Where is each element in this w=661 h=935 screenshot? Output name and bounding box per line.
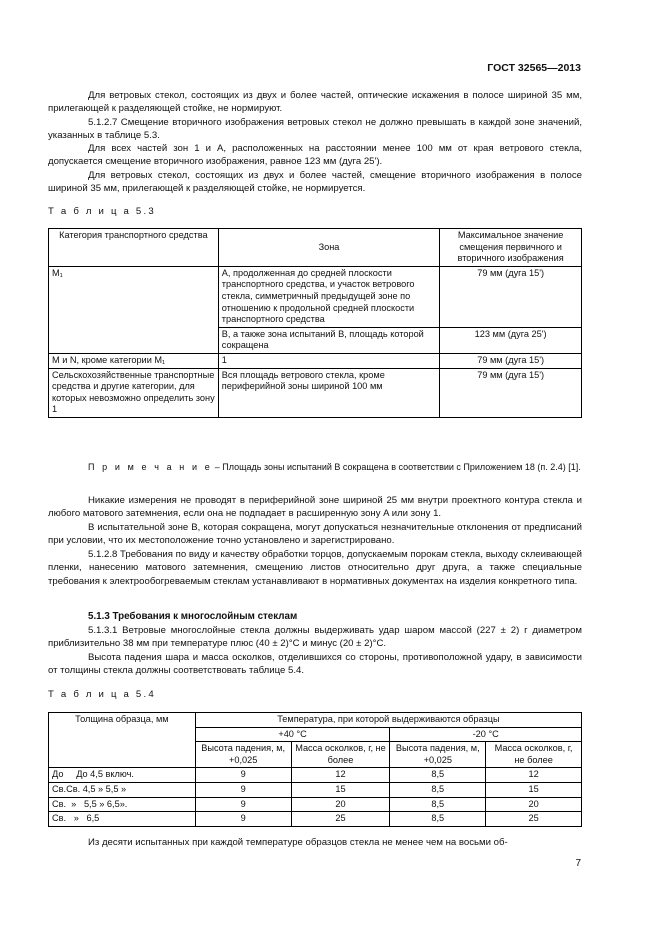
table-cell: Св.Св. 4,5 » 5,5 » [49, 782, 196, 797]
column-header: Зона [218, 229, 439, 267]
paragraph: 5.1.3.1 Ветровые многослойные стекла должны выдерживать удар шаром массой (227 ± 2) г диаметром приблизительно 38 мм при температуре плюс (40 ± 2)°С и минус (20 ± 2)°С. [48, 625, 582, 650]
paragraph: Из десяти испытанных при каждой температуре образцов стекла не менее чем на восьми об- [88, 837, 508, 848]
paragraph: Никакие измерения не проводят в периферийной зоне шириной 25 мм внутри проектного контура стекла и любого матового затемнения, если она не подпадает в расширенную зону A или зону 1. [48, 495, 582, 520]
table-cell: 9 [195, 768, 291, 783]
column-header: Толщина образца, мм [49, 713, 196, 768]
table-cell: 25 [486, 812, 582, 827]
paragraph: Для всех частей зон 1 и A, расположенных на расстоянии менее 100 мм от края ветрового стекла, допускается смещение вторичного изображения, равное 123 мм (дуга 25'). [48, 143, 582, 168]
table-cell: 8,5 [390, 768, 486, 783]
column-header: Категория транспортного средства [49, 229, 219, 267]
paragraph: В испытательной зоне B, которая сокращена, могут допускаться незначительные отклонения от предписаний при условии, что их местоположение точно установлено и зарегистрировано. [48, 522, 582, 547]
table-cell: 12 [486, 768, 582, 783]
table-cell: 12 [291, 768, 390, 783]
table-row [49, 768, 582, 783]
table-cell: Св. » 6,5 [49, 812, 196, 827]
paragraph: Для ветровых стекол, состоящих из двух и более частей, смещение вторичного изображения в полосе шириной 35 мм, прилегающей к разделяющей стойке, не нормируется. [48, 170, 582, 195]
note-label: П р и м е ч а н и е [88, 462, 213, 472]
standard-header: ГОСТ 32565—2013 [487, 62, 581, 74]
table-cell: 123 мм (дуга 25') [440, 327, 582, 353]
table-5-3-caption: Т а б л и ц а 5.3 [48, 206, 156, 217]
table-cell: 79 мм (дуга 15') [440, 353, 582, 368]
paragraph: 5.1.2.7 Смещение вторичного изображения ветровых стекол не должно превышать в каждой зоне значений, указанных в таблице 5.3. [48, 117, 582, 142]
column-header: Высота падения, м, +0,025 [390, 742, 486, 768]
table-cell: 79 мм (дуга 15') [440, 266, 582, 327]
column-header: Температура, при которой выдерживаются образцы [195, 713, 581, 728]
table-cell: 9 [195, 812, 291, 827]
column-header: Максимальное значение смещения первичного и вторичного изображения [440, 229, 582, 267]
column-header: -20 °С [390, 727, 582, 742]
table-cell: 9 [195, 797, 291, 812]
table-header-row [49, 713, 582, 728]
column-header: Масса осколков, г, не более [291, 742, 390, 768]
table-cell: A, продолженная до средней плоскости транспортного средства, и участок ветрового стекла, симметричный предыдущей зоне по отношению к продольной средней плоскости транспортного средства [218, 266, 439, 327]
column-header: Масса осколков, г, не более [486, 742, 582, 768]
section-heading: 5.1.3 Требования к многослойным стеклам [88, 611, 298, 622]
table-cell: M и N, кроме категории M₁ [49, 353, 219, 368]
table-cell: 15 [291, 782, 390, 797]
table-5-3-note [48, 461, 582, 474]
table-cell: M₁ [49, 266, 219, 353]
table-row [49, 368, 582, 417]
table-cell: 1 [218, 353, 439, 368]
table-cell: B, а также зона испытаний B, площадь которой сокращена [218, 327, 439, 353]
table-cell: 20 [486, 797, 582, 812]
table-header-row [49, 229, 582, 267]
table-5-4 [48, 712, 582, 827]
table-5-4-caption: Т а б л и ц а 5.4 [48, 689, 156, 700]
table-row [49, 266, 582, 327]
table-row [49, 782, 582, 797]
table-cell: 79 мм (дуга 15') [440, 368, 582, 417]
table-cell: Вся площадь ветрового стекла, кроме периферийной зоны шириной 100 мм [218, 368, 439, 417]
table-5-3 [48, 228, 582, 418]
paragraph: Высота падения шара и масса осколков, отделившихся со стороны, противоположной удару, в зависимости от толщины стекла должны соответствовать таблице 5.4. [48, 652, 582, 677]
table-cell: 9 [195, 782, 291, 797]
column-header: +40 °С [195, 727, 390, 742]
paragraph: 5.1.2.8 Требования по виду и качеству обработки торцов, допускаемым порокам стекла, выходу склеивающей пленки, нанесению матового затемнения, смещению листов относительно друг друга, а также специальные требования к электрообогреваемым стеклам устанавливают в нормативных документах на изделия конкретного типа. [48, 549, 582, 587]
table-row [49, 353, 582, 368]
paragraph: Для ветровых стекол, состоящих из двух и более частей, оптические искажения в полосе шириной 35 мм, прилегающей к разделяющей стойке, не нормируют. [48, 90, 582, 115]
table-cell: 8,5 [390, 812, 486, 827]
note-text: – Площадь зоны испытаний B сокращена в соответствии с Приложением 18 (п. 2.4) [1]. [212, 462, 581, 472]
table-cell: 25 [291, 812, 390, 827]
table-cell: Сельскохозяйственные транспортные средства и другие категории, для которых невозможно определить зону 1 [49, 368, 219, 417]
table-row [49, 797, 582, 812]
table-cell: Св. » 5,5 » 6,5». [49, 797, 196, 812]
table-cell: 8,5 [390, 782, 486, 797]
table-cell: 15 [486, 782, 582, 797]
column-header: Высота падения, м, +0,025 [195, 742, 291, 768]
table-cell: 20 [291, 797, 390, 812]
page-number: 7 [575, 858, 581, 869]
table-cell: 8,5 [390, 797, 486, 812]
table-cell: До До 4,5 включ. [49, 768, 196, 783]
table-row [49, 812, 582, 827]
